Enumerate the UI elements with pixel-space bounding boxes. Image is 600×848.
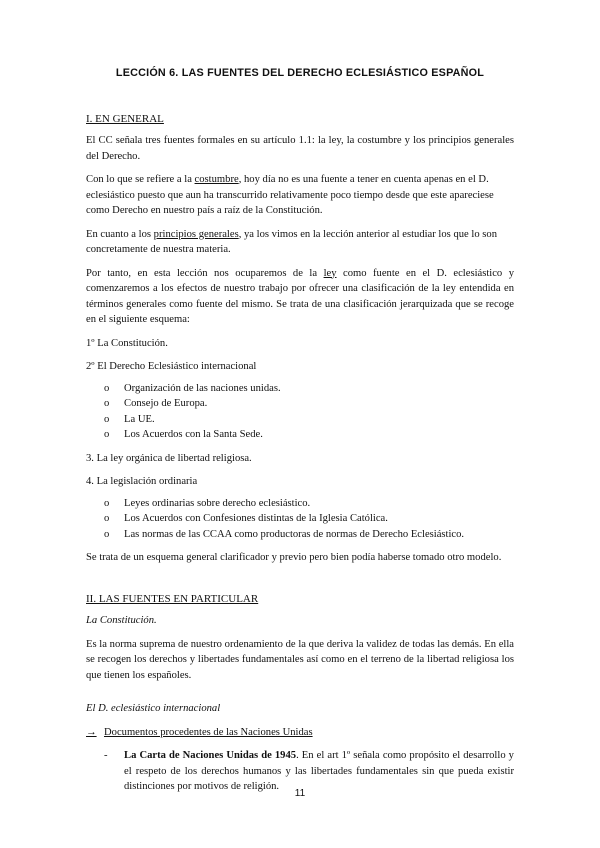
text-fragment: En cuanto a los — [86, 228, 154, 240]
page-content — [86, 66, 514, 795]
spacer — [86, 574, 514, 592]
list-item — [86, 496, 514, 512]
arrow-heading-text: Documentos procedentes de las Naciones Unidas — [104, 726, 313, 738]
spacer — [86, 691, 514, 701]
list-item-text: Los Acuerdos con Confesiones distintas de la Iglesia Católica. — [124, 513, 388, 524]
bullet-icon: o — [104, 513, 110, 524]
scheme-item-3: 3. La ley orgánica de libertad religiosa. — [86, 452, 252, 464]
list-item-text: Las normas de las CCAA como productoras de normas de Derecho Eclesiástico. — [124, 528, 465, 540]
paragraph-costumbre — [86, 172, 514, 219]
lesson-title: LECCIÓN 6. LAS FUENTES DEL DERECHO ECLESIÁSTICO ESPAÑOL — [115, 67, 485, 79]
text-fragment: , hoy día no es una fuente a tener en cuenta apenas en el D. eclesiástico puesto que aun ha transcurrido relativamente poco tiempo desde que este apareciese como Derecho en nuestro país a raíz de la Constitución. — [86, 174, 494, 216]
text-fragment: , ya los vimos en la lección anterior al estudiar los que lo son concretamente de nuestra materia. — [86, 228, 497, 255]
text-fragment: . En el art 1º señala como propósito el desarrollo y el respeto de los derechos humanos y las libertades fundamentales sin que pueda existir distinciones por motivos de religión. — [124, 750, 514, 792]
bullet-icon: o — [104, 382, 110, 394]
paragraph-constitucion: Es la norma suprema de nuestro ordenamiento de la que deriva la validez de todas las demás. En ella se recogen los derechos y libertades fundamentales así como en el terreno de la libertad religiosa los que tienen los españoles. — [86, 638, 514, 681]
text-fragment: Con lo que se refiere a la — [86, 174, 195, 185]
scheme-item-2-sublist — [86, 381, 514, 443]
paragraph-ley — [86, 266, 514, 328]
dash-bullet: - — [104, 750, 108, 761]
bullet-icon: o — [104, 413, 110, 425]
list-item-text: Organización de las naciones unidas. — [124, 382, 281, 394]
subheading-internacional: El D. eclesiástico internacional — [86, 703, 221, 714]
bullet-icon: o — [104, 429, 110, 440]
list-item-text: Leyes ordinarias sobre derecho eclesiástico. — [124, 497, 311, 509]
list-item — [86, 381, 514, 397]
scheme-item-1: 1º La Constitución. — [86, 337, 168, 349]
list-item-text: La UE. — [124, 413, 155, 425]
underlined-term-principios: principios generales — [153, 228, 239, 240]
section-heading-particular: II. LAS FUENTES EN PARTICULAR — [86, 592, 259, 605]
list-item — [86, 511, 514, 527]
paragraph-closing: Se trata de un esquema general clarificador y previo pero bien podía haberse tomado otro modelo. — [86, 552, 502, 563]
arrow-heading — [86, 725, 514, 741]
bullet-icon: o — [104, 497, 110, 509]
subheading-constitucion: La Constitución. — [86, 615, 157, 626]
arrow-right-icon: → — [86, 726, 97, 738]
list-item-text: Los Acuerdos con la Santa Sede. — [124, 429, 263, 440]
text-fragment: como fuente en el D. eclesiástico y comenzaremos a los efectos de nuestro trabajo por ofrecer una clasificación de la ley entendida en términos generales como fuente del mismo. Se trata de una clasificación jerarquizada que se recoge en el siguiente esquema: — [86, 267, 515, 325]
bold-term: La Carta de Naciones Unidas de 1945 — [124, 750, 297, 761]
scheme-item-2: 2º El Derecho Eclesiástico internacional — [86, 361, 257, 372]
paragraph-sources: El CC señala tres fuentes formales en su artículo 1.1: la ley, la costumbre y los principios generales del Derecho. — [86, 135, 514, 162]
scheme-item-4: 4. La legislación ordinaria — [86, 476, 198, 487]
list-item — [86, 396, 514, 412]
text-fragment: Por tanto, en esta lección nos ocuparemos de la — [86, 267, 324, 279]
underlined-term-ley: ley — [323, 267, 337, 279]
bullet-icon: o — [104, 528, 110, 540]
paragraph-principios — [86, 227, 514, 258]
list-item — [86, 427, 514, 443]
scheme-item-4-sublist — [86, 496, 514, 543]
underlined-term-costumbre: costumbre — [194, 174, 239, 185]
list-item — [86, 527, 514, 543]
section-heading-general: I. EN GENERAL — [86, 112, 164, 125]
page-number: 11 — [294, 788, 306, 799]
bullet-icon: o — [104, 398, 110, 409]
list-item — [86, 412, 514, 428]
list-item-text: Consejo de Europa. — [124, 398, 208, 409]
